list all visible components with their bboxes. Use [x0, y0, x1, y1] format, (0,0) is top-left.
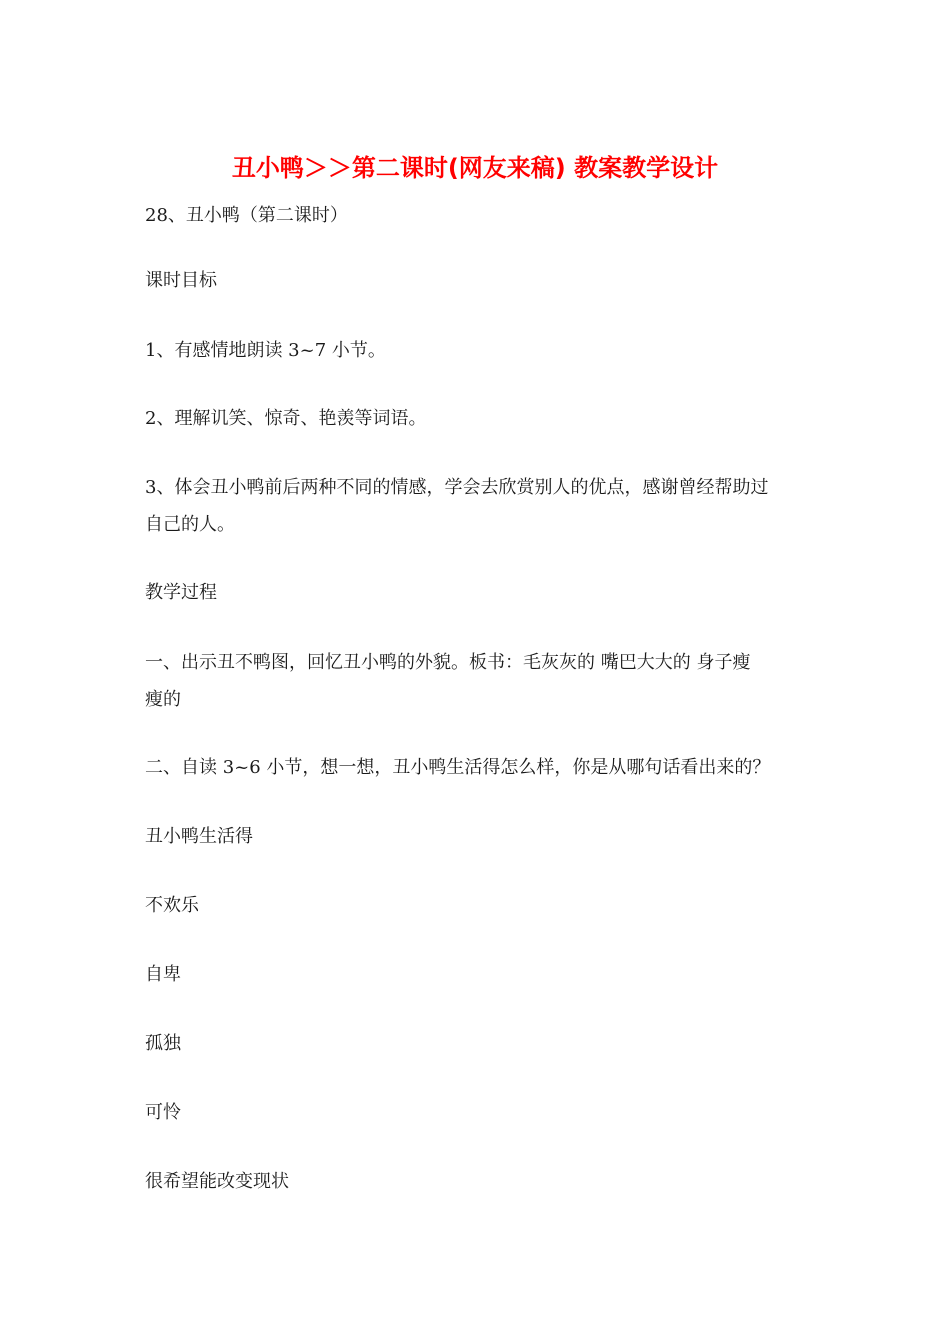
objective-item-2: 2、理解讥笑、惊奇、艳羡等词语。: [145, 408, 427, 429]
feeling-item: 不欢乐: [145, 895, 199, 916]
objective-item-3-line2: 自己的人。: [145, 514, 235, 535]
process-step-1-line1: 一、出示丑不鸭图，回忆丑小鸭的外貌。板书：毛灰灰的 嘴巴大大的 身子瘦: [145, 652, 751, 673]
lesson-heading: 28、丑小鸭（第二课时）: [145, 205, 348, 226]
process-step-2: 二、自读 3~6 小节，想一想，丑小鸭生活得怎么样，你是从哪句话看出来的？: [145, 757, 771, 778]
feeling-item: 很希望能改变现状: [145, 1171, 289, 1192]
process-step-1-line2: 瘦的: [145, 689, 181, 710]
feeling-item: 可怜: [145, 1102, 181, 1123]
feeling-item: 孤独: [145, 1033, 181, 1054]
objective-item-3-line1: 3、体会丑小鸭前后两种不同的情感，学会去欣赏别人的优点，感谢曾经帮助过: [145, 477, 769, 498]
section-heading-objectives: 课时目标: [145, 270, 217, 291]
objective-item-1: 1、有感情地朗读 3~7 小节。: [145, 340, 386, 361]
section-heading-process: 教学过程: [145, 582, 217, 603]
feeling-item: 自卑: [145, 964, 181, 985]
life-label: 丑小鸭生活得: [145, 826, 253, 847]
document-title: 丑小鸭＞＞第二课时(网友来稿) 教案教学设计: [231, 154, 719, 182]
